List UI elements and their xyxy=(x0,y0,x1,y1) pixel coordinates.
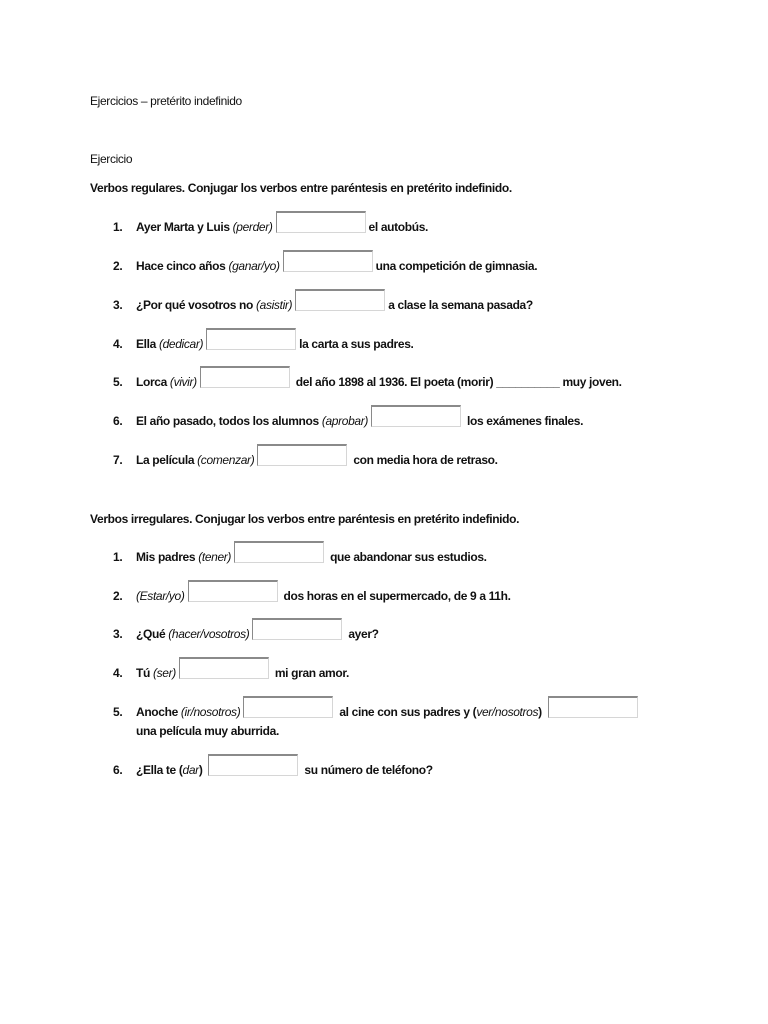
item-number: 2. xyxy=(113,589,123,603)
answer-input[interactable] xyxy=(200,366,290,388)
verb-hint: (asistir) xyxy=(256,298,293,312)
item-number: 4. xyxy=(113,666,123,680)
sentence-text: una competición de gimnasia. xyxy=(375,259,538,273)
answer-input[interactable] xyxy=(206,328,296,350)
section-heading-regular: Verbos regulares. Conjugar los verbos entre paréntesis en pretérito indefinido. xyxy=(90,181,512,195)
sentence-text: Lorca xyxy=(136,375,170,389)
item-number: 6. xyxy=(113,414,123,428)
exercise-item xyxy=(113,586,511,606)
exercise-item xyxy=(113,217,428,237)
sentence-text: El año pasado, todos los alumnos xyxy=(136,414,322,428)
verb-hint: ver/nosotros xyxy=(476,705,539,719)
answer-input[interactable] xyxy=(371,405,461,427)
verb-hint: (Estar/yo) xyxy=(136,589,185,603)
verb-hint: dar xyxy=(182,763,199,777)
sentence-text: Ayer Marta y Luis xyxy=(136,220,233,234)
sentence-text: mi gran amor. xyxy=(271,666,350,680)
item-number: 7. xyxy=(113,453,123,467)
sentence-text: a clase la semana pasada? xyxy=(388,298,533,312)
verb-hint: (hacer/vosotros) xyxy=(168,627,250,641)
answer-input[interactable] xyxy=(276,211,366,233)
sentence-text: La película xyxy=(136,453,198,467)
sentence-text: que abandonar sus estudios. xyxy=(327,550,487,564)
item-number: 4. xyxy=(113,337,123,351)
sentence-text: Anoche xyxy=(136,705,181,719)
answer-input[interactable] xyxy=(208,754,298,776)
verb-hint: (dedicar) xyxy=(158,337,204,351)
answer-input[interactable] xyxy=(548,696,638,718)
sentence-text: su número de teléfono? xyxy=(301,763,433,777)
sentence-text: Tú xyxy=(136,666,153,680)
verb-hint: (tener) xyxy=(198,550,232,564)
sentence-continuation: una película muy aburrida. xyxy=(136,724,279,738)
sentence-text: Ella xyxy=(136,337,159,351)
sentence-text: con media hora de retraso. xyxy=(350,453,498,467)
sentence-text: la carta a sus padres. xyxy=(299,337,414,351)
exercise-item xyxy=(113,760,433,780)
sentence-text: del año 1898 al 1936. El poeta (morir) __________ muy joven. xyxy=(292,375,622,389)
sentence-text: dos horas en el supermercado, de 9 a 11h. xyxy=(280,589,511,603)
exercise-item xyxy=(113,702,641,738)
verb-hint: (ir/nosotros) xyxy=(180,705,241,719)
verb-hint: (ser) xyxy=(152,666,176,680)
item-number: 5. xyxy=(113,705,123,719)
sentence-text: ¿Por qué vosotros no xyxy=(136,298,256,312)
exercise-item xyxy=(113,450,498,470)
item-number: 6. xyxy=(113,763,123,777)
exercise-item xyxy=(113,256,537,276)
exercise-label: Ejercicio xyxy=(90,152,133,166)
sentence-text: Hace cinco años xyxy=(136,259,229,273)
sentence-text: ¿Qué xyxy=(136,627,169,641)
verb-hint: (vivir) xyxy=(169,375,197,389)
item-number: 2. xyxy=(113,259,123,273)
item-number: 5. xyxy=(113,375,123,389)
verb-hint: (ganar/yo) xyxy=(228,259,280,273)
section-heading-irregular: Verbos irregulares. Conjugar los verbos entre paréntesis en pretérito indefinido. xyxy=(90,512,520,526)
sentence-text: Mis padres xyxy=(136,550,199,564)
exercise-item xyxy=(113,624,379,644)
answer-input[interactable] xyxy=(243,696,333,718)
sentence-text: ) xyxy=(538,705,545,719)
answer-input[interactable] xyxy=(234,541,324,563)
verb-hint: (perder) xyxy=(232,220,273,234)
exercise-item xyxy=(113,663,349,683)
answer-input[interactable] xyxy=(179,657,269,679)
verb-hint: (aprobar) xyxy=(321,414,369,428)
sentence-text: los exámenes finales. xyxy=(464,414,584,428)
item-number: 1. xyxy=(113,550,123,564)
sentence-text: ¿Ella te ( xyxy=(136,763,183,777)
exercise-item xyxy=(113,411,583,431)
sentence-text: ) xyxy=(198,763,206,777)
sentence-text: ayer? xyxy=(345,627,379,641)
sentence-text: al cine con sus padres y ( xyxy=(336,705,477,719)
sentence-text: el autobús. xyxy=(368,220,429,234)
exercise-item xyxy=(113,547,487,567)
item-number: 3. xyxy=(113,627,123,641)
exercise-item xyxy=(113,334,414,354)
item-number: 1. xyxy=(113,220,123,234)
exercise-item xyxy=(113,372,622,392)
answer-input[interactable] xyxy=(283,250,373,272)
verb-hint: (comenzar) xyxy=(197,453,255,467)
item-number: 3. xyxy=(113,298,123,312)
answer-input[interactable] xyxy=(295,289,385,311)
document-title: Ejercicios – pretérito indefinido xyxy=(90,94,242,108)
exercise-item xyxy=(113,295,533,315)
answer-input[interactable] xyxy=(252,618,342,640)
answer-input[interactable] xyxy=(188,580,278,602)
answer-input[interactable] xyxy=(257,444,347,466)
